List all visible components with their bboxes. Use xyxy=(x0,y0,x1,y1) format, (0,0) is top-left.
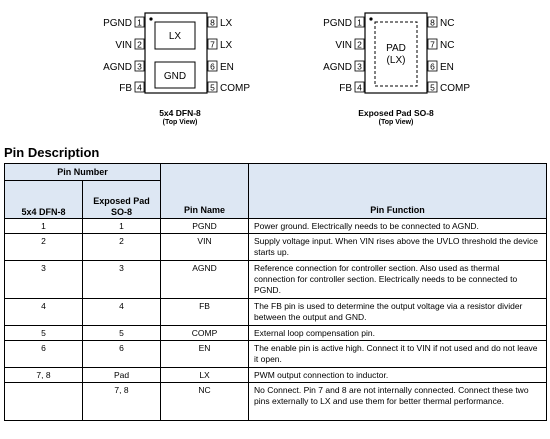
cell-so8-pin: 4 xyxy=(83,299,161,326)
dfn8-pin-1-label: PGND xyxy=(103,18,132,29)
dfn8-pin-5-label: COMP xyxy=(220,83,250,94)
cell-pin-name: LX xyxy=(161,368,249,383)
cell-pin-function: PWM output connection to inductor. xyxy=(249,368,547,383)
header-pin-function: Pin Function xyxy=(249,164,547,219)
cell-dfn-pin xyxy=(5,383,83,421)
cell-dfn-pin: 3 xyxy=(5,261,83,299)
so8-pin-6-label: EN xyxy=(440,62,454,73)
header-pin-name: Pin Name xyxy=(161,164,249,219)
dfn8-package-diagram xyxy=(95,12,265,102)
table-row xyxy=(5,383,547,421)
dfn8-pin-3-number: 3 xyxy=(137,61,142,72)
dfn8-pin-4-label: FB xyxy=(119,83,132,94)
cell-pin-name: PGND xyxy=(161,219,249,234)
table-row xyxy=(5,219,547,234)
dfn8-pin1-marker xyxy=(149,17,152,20)
cell-dfn-pin: 1 xyxy=(5,219,83,234)
dfn8-pin-5-number: 5 xyxy=(210,82,215,93)
so8-pin-2-label: VIN xyxy=(335,40,352,51)
table-row xyxy=(5,299,547,326)
cell-dfn-pin: 5 xyxy=(5,326,83,341)
so8-pin1-marker xyxy=(369,17,372,20)
cell-pin-name: AGND xyxy=(161,261,249,299)
so8-pin-8-number: 8 xyxy=(430,17,435,28)
table-row xyxy=(5,261,547,299)
dfn8-pin-3-label: AGND xyxy=(103,62,132,73)
so8-pin-1-label: PGND xyxy=(323,18,352,29)
dfn8-pin-8-number: 8 xyxy=(210,17,215,28)
cell-so8-pin: Pad xyxy=(83,368,161,383)
so8-pin-5-label: COMP xyxy=(440,83,470,94)
cell-so8-pin: 1 xyxy=(83,219,161,234)
cell-pin-function: The enable pin is active high. Connect it to VIN if not used and do not leave it open. xyxy=(249,341,547,368)
dfn8-pin-1-number: 1 xyxy=(137,17,142,28)
table-row xyxy=(5,326,547,341)
so8-subcaption: (Top View) xyxy=(378,119,414,126)
dfn8-pin-4-number: 4 xyxy=(137,82,142,93)
so8-pin-4-number: 4 xyxy=(357,82,362,93)
dfn8-subcaption: (Top View) xyxy=(162,119,198,126)
pin-description-table xyxy=(4,163,547,421)
cell-pin-name: FB xyxy=(161,299,249,326)
so8-pin-3-label: AGND xyxy=(323,62,352,73)
dfn8-caption: 5x4 DFN-8 xyxy=(159,108,201,118)
dfn8-lx-pad-label: LX xyxy=(168,31,182,42)
cell-pin-function: No Connect. Pin 7 and 8 are not internally connected. Connect these two pins externally to LX and use them for better thermal performance. xyxy=(249,383,547,421)
table-row xyxy=(5,368,547,383)
so8-pin-4-label: FB xyxy=(339,83,352,94)
dfn8-pin-6-number: 6 xyxy=(210,61,215,72)
cell-so8-pin: 6 xyxy=(83,341,161,368)
table-row xyxy=(5,234,547,261)
cell-so8-pin: 3 xyxy=(83,261,161,299)
cell-pin-function: Reference connection for controller section. Also used as thermal connection for controller section. Electrically needs to be connected to PGND. xyxy=(249,261,547,299)
cell-pin-name: COMP xyxy=(161,326,249,341)
cell-pin-function: Power ground. Electrically needs to be connected to AGND. xyxy=(249,219,547,234)
dfn8-pin-6-label: EN xyxy=(220,62,234,73)
cell-dfn-pin: 2 xyxy=(5,234,83,261)
cell-dfn-pin: 6 xyxy=(5,341,83,368)
cell-pin-name: EN xyxy=(161,341,249,368)
so8-pin-3-number: 3 xyxy=(357,61,362,72)
section-title: Pin Description xyxy=(4,145,100,160)
dfn8-pin-7-number: 7 xyxy=(210,39,215,50)
so8-pin-2-number: 2 xyxy=(357,39,362,50)
cell-so8-pin: 2 xyxy=(83,234,161,261)
so8-pad-label: PAD xyxy=(386,43,406,54)
so8-pin-7-label: NC xyxy=(440,40,455,51)
so8-pin-6-number: 6 xyxy=(430,61,435,72)
header-pin-number: Pin Number xyxy=(5,164,161,181)
dfn8-pin-2-label: VIN xyxy=(115,40,132,51)
cell-so8-pin: 7, 8 xyxy=(83,383,161,421)
cell-dfn-pin: 7, 8 xyxy=(5,368,83,383)
dfn8-pin-2-number: 2 xyxy=(137,39,142,50)
so8-pin-5-number: 5 xyxy=(430,82,435,93)
so8-pin-1-number: 1 xyxy=(357,17,362,28)
cell-so8-pin: 5 xyxy=(83,326,161,341)
so8-exposed-pad xyxy=(375,22,417,86)
so8-pad-sublabel: (LX) xyxy=(386,55,406,66)
so8-package-diagram xyxy=(307,12,477,102)
header-dfn8: 5x4 DFN-8 xyxy=(5,181,83,219)
so8-pin-8-label: NC xyxy=(440,18,455,29)
so8-pin-7-number: 7 xyxy=(430,39,435,50)
cell-dfn-pin: 4 xyxy=(5,299,83,326)
header-so8: Exposed Pad SO-8 xyxy=(83,181,161,219)
cell-pin-function: The FB pin is used to determine the output voltage via a resistor divider between the output and GND. xyxy=(249,299,547,326)
cell-pin-function: External loop compensation pin. xyxy=(249,326,547,341)
cell-pin-name: NC xyxy=(161,383,249,421)
dfn8-gnd-pad-label: GND xyxy=(163,71,187,82)
dfn8-pin-8-label: LX xyxy=(220,18,233,29)
cell-pin-function: Supply voltage input. When VIN rises above the UVLO threshold the device starts up. xyxy=(249,234,547,261)
so8-caption: Exposed Pad SO-8 xyxy=(358,108,434,118)
dfn8-pin-7-label: LX xyxy=(220,40,233,51)
table-row xyxy=(5,341,547,368)
cell-pin-name: VIN xyxy=(161,234,249,261)
